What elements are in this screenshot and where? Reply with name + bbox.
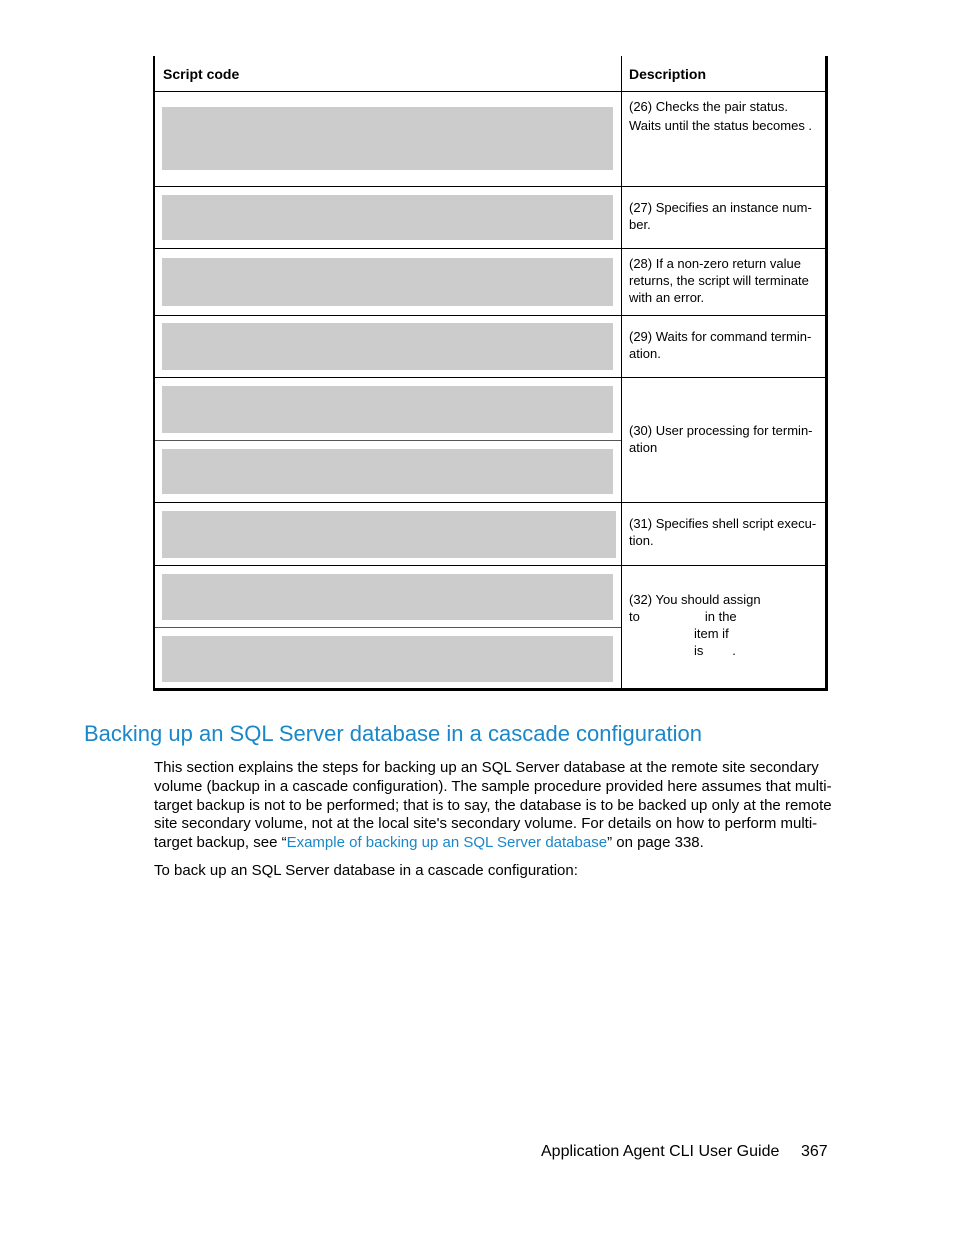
description-cell-26: (26) Checks the pair status. Waits until the status becomes . [629, 99, 813, 133]
code-block [162, 386, 613, 433]
procedure-intro: To back up an SQL Server database in a cascade configuration: [154, 862, 578, 879]
code-block [162, 323, 613, 370]
description-cell-32: (32) You should assign to in the item if is . [629, 592, 761, 658]
row-divider [155, 315, 825, 316]
code-block [162, 574, 613, 620]
code-block [162, 195, 613, 240]
page-number: 367 [801, 1143, 828, 1160]
row-divider [155, 91, 825, 92]
code-block [162, 107, 613, 170]
row-divider [155, 377, 825, 378]
description-cell-28: (28) If a non-zero return value returns, the script will terminate with an error. [629, 256, 809, 305]
code-divider [155, 627, 621, 628]
cross-reference-link[interactable]: Example of backing up an SQL Server database [286, 834, 608, 852]
code-block [162, 449, 613, 494]
code-block [162, 258, 613, 306]
intro-paragraph: This section explains the steps for backing up an SQL Server database at the remote site secondary volume (backup in a cascade configuration). The sample procedure provided here assumes that multi-target backup is not to be performed; that is to say, the database is to be backed up only at the remote site secondary volume, not at the local site's secondary volume. For details on how to perform multi-target backup, see “Example of backing up an SQL Server database” on page 338. [154, 759, 832, 852]
script-table [153, 56, 828, 691]
code-block [162, 511, 616, 558]
row-divider [155, 186, 825, 187]
description-cell-30: (30) User processing for termination [629, 423, 813, 455]
header-description: Description [629, 66, 707, 82]
code-block [162, 636, 613, 682]
description-cell-29: (29) Waits for command termination. [629, 329, 812, 361]
code-divider [155, 440, 621, 441]
column-divider [621, 56, 622, 688]
row-divider [155, 565, 825, 566]
description-cell-31: (31) Specifies shell script execution. [629, 516, 817, 548]
row-divider [155, 248, 825, 249]
row-divider [155, 502, 825, 503]
footer-title: Application Agent CLI User Guide [541, 1143, 780, 1160]
header-script-code: Script code [163, 66, 240, 82]
section-heading: Backing up an SQL Server database in a cascade configuration [84, 721, 703, 746]
description-cell-27: (27) Specifies an instance number. [629, 200, 812, 232]
